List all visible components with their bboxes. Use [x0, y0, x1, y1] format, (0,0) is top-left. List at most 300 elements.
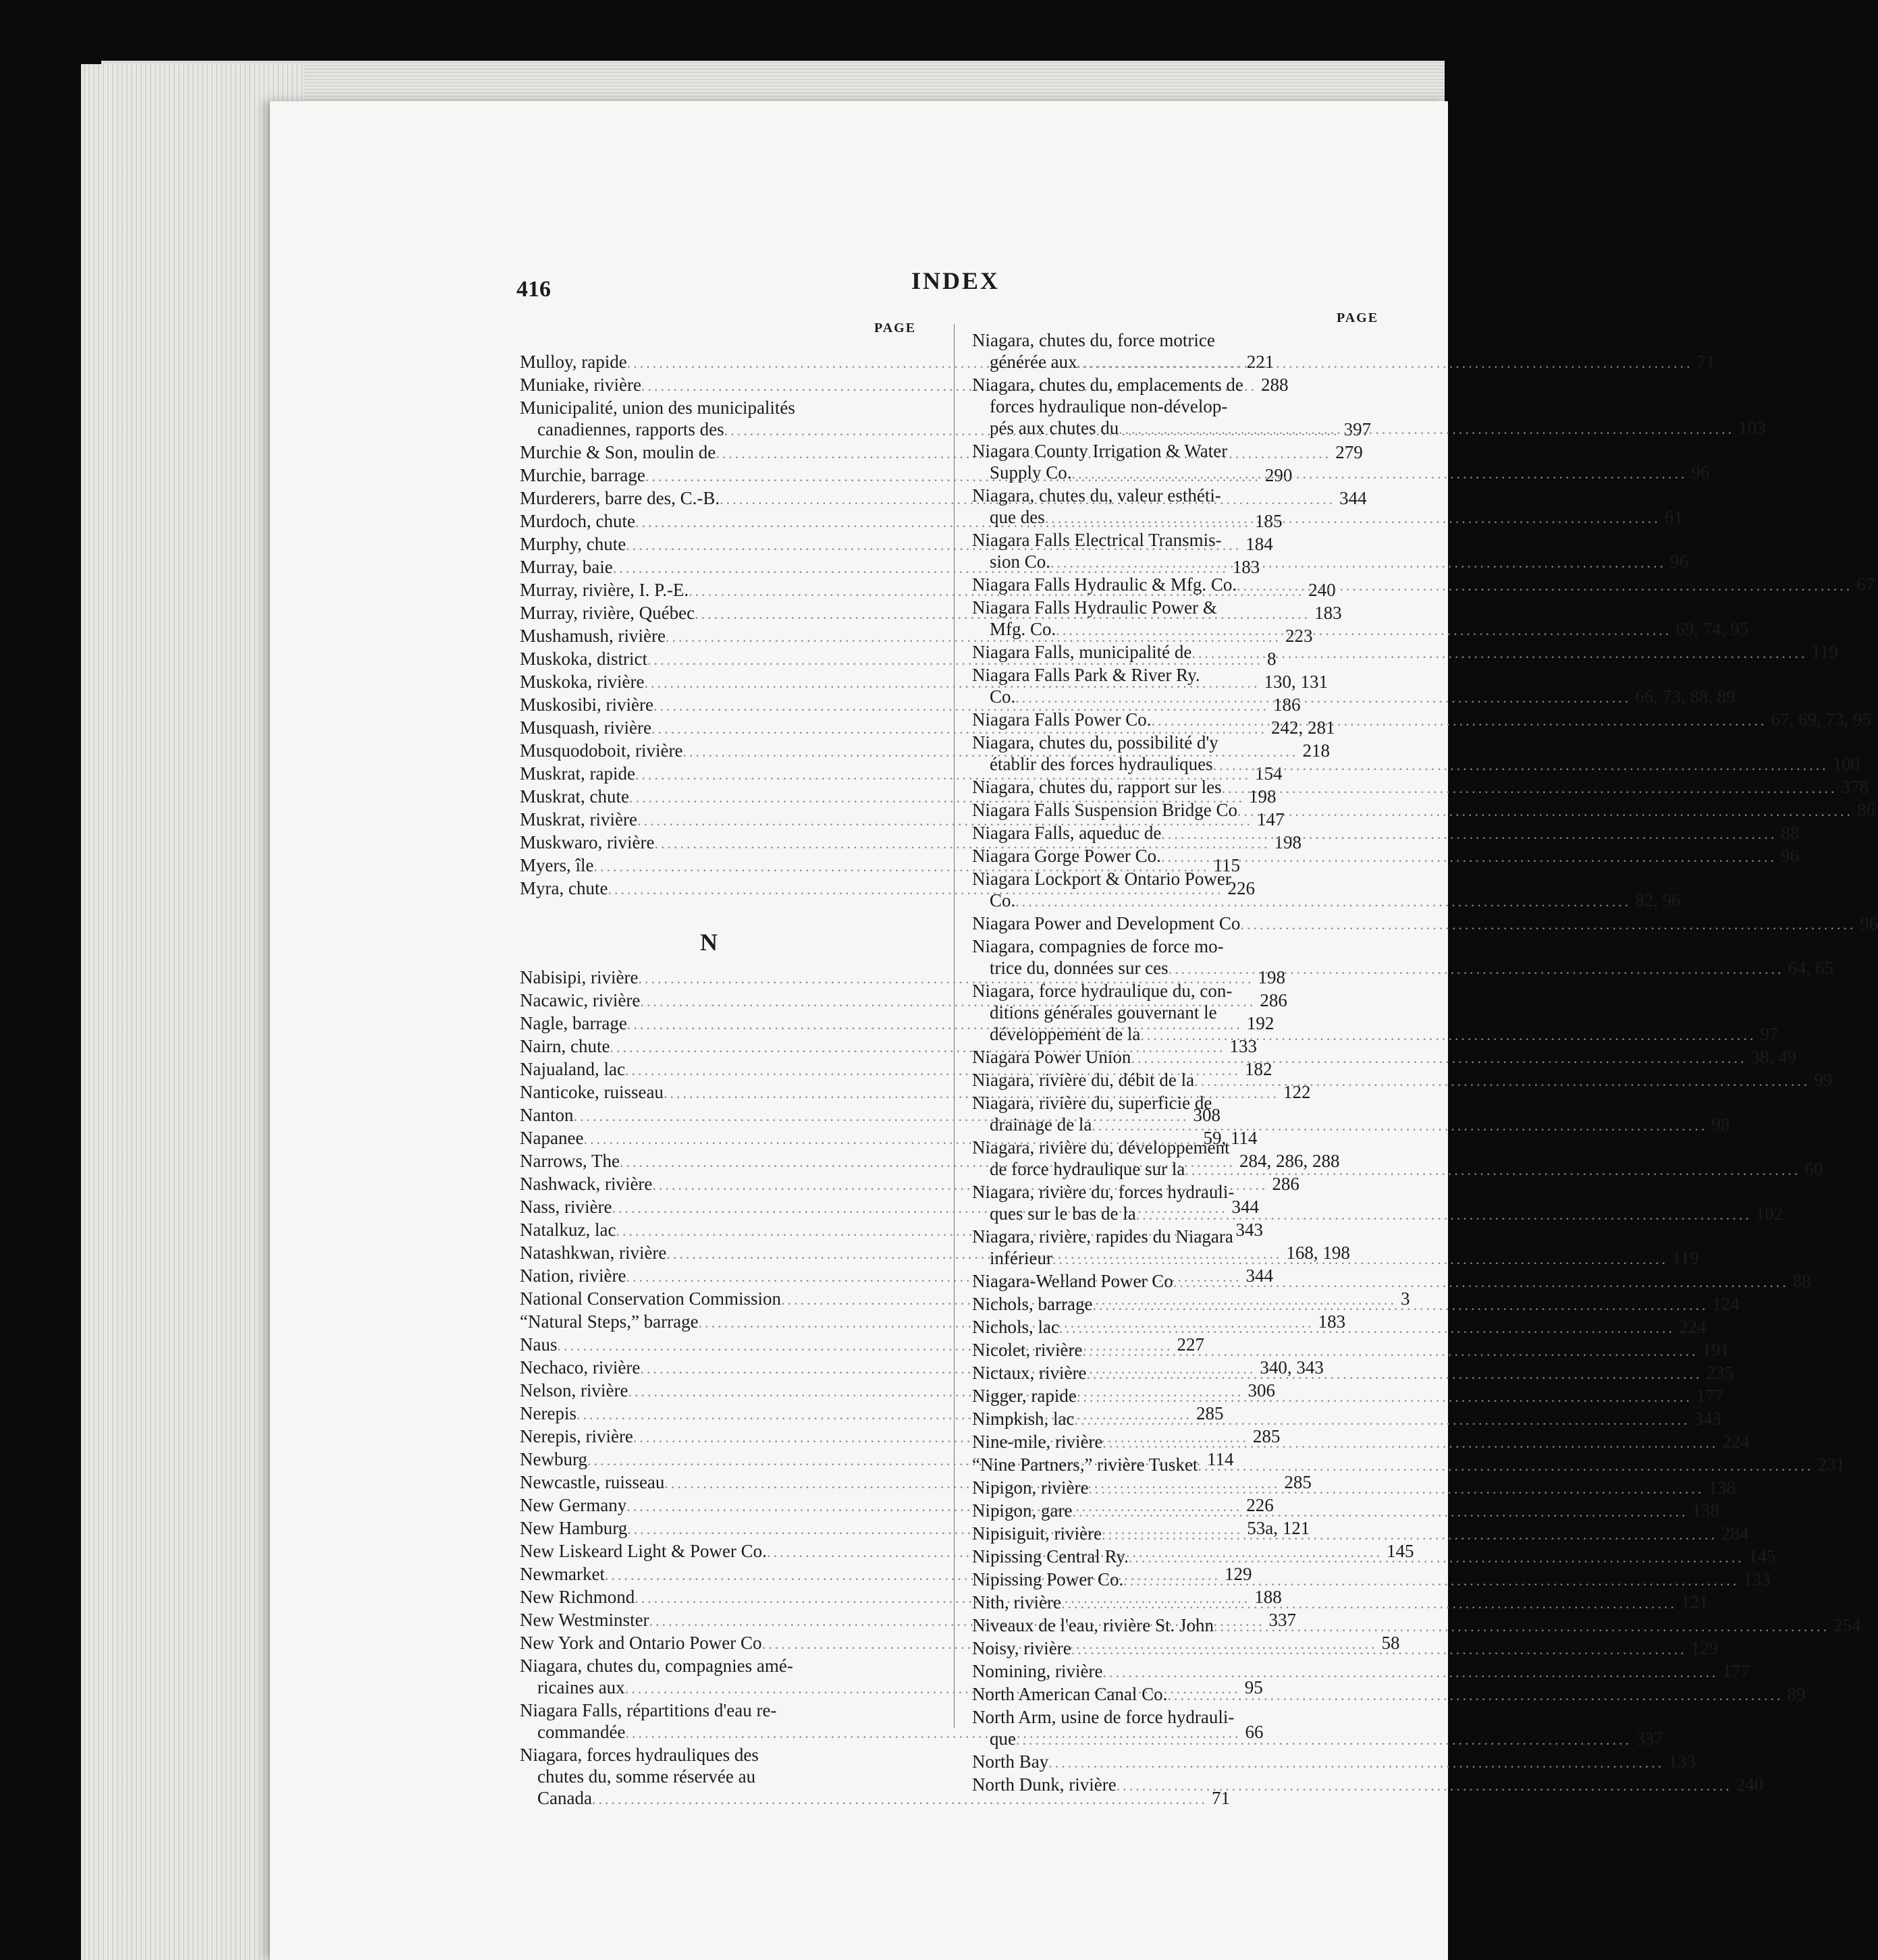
index-entry-name: que des	[990, 507, 1045, 527]
leader-dots	[1102, 1524, 1717, 1546]
index-entry	[972, 913, 1878, 935]
leader-dots	[1074, 1409, 1690, 1431]
leader-dots	[1102, 1432, 1718, 1454]
index-entry	[972, 641, 1838, 664]
index-entry-pages: 154	[1254, 763, 1283, 784]
index-entry	[972, 822, 1800, 845]
index-entry-name: Nipigon, gare	[972, 1500, 1073, 1521]
index-entry-pages: 138	[1708, 1477, 1736, 1498]
index-entry-pages: 344	[1231, 1197, 1259, 1217]
index-entry-pages: 66, 73, 88, 89	[1635, 686, 1736, 707]
index-entry-pages: 38, 49	[1750, 1047, 1796, 1067]
index-entry-name: Nation, rivière	[520, 1265, 626, 1286]
index-entry-name: Nigger, rapide	[972, 1386, 1077, 1406]
index-entry-pages: 191	[1702, 1340, 1729, 1360]
index-entry	[972, 1774, 1764, 1797]
index-entry-pages: 86	[1856, 800, 1875, 820]
index-entry-name-line: Niagara, chutes du, possibilité d'y	[972, 732, 1218, 753]
leader-dots	[1092, 1295, 1708, 1316]
index-entry-pages: 129	[1690, 1638, 1719, 1658]
index-entry	[972, 485, 1683, 529]
index-entry-name: générée aux	[990, 352, 1077, 372]
index-entry-continuation	[972, 1728, 1663, 1751]
leader-dots	[1102, 1662, 1718, 1683]
index-entry-pages: 67	[1856, 574, 1875, 595]
index-entry-name: Murray, baie	[520, 557, 613, 577]
index-entry-pages: 130, 131	[1264, 672, 1328, 692]
leader-dots	[1045, 508, 1661, 529]
index-entry-continuation	[972, 1023, 1779, 1046]
index-entry-continuation	[972, 551, 1689, 574]
index-entry-name: Niagara Falls Suspension Bridge Co	[972, 800, 1237, 820]
index-entry-name-line: Niagara County Irrigation & Water	[972, 441, 1228, 461]
index-entry-name: Nith, rivière	[972, 1592, 1061, 1612]
index-entry-pages: 183	[1314, 603, 1342, 623]
index-entry-name: Co.	[990, 686, 1016, 707]
leader-dots	[1173, 1272, 1789, 1293]
index-entry-name-line: Niagara, forces hydrauliques des	[520, 1745, 759, 1765]
index-entry-pages: 186	[1272, 695, 1301, 715]
index-entry	[972, 1069, 1833, 1092]
page-header-title: INDEX	[911, 267, 1000, 294]
index-entry-name-line: ditions générales gouvernant le	[990, 1002, 1217, 1023]
index-entry	[972, 1408, 1721, 1431]
index-entry	[972, 1316, 1707, 1339]
index-entry-pages: 88	[1792, 1271, 1811, 1291]
index-entry-pages: 82, 96	[1635, 890, 1681, 910]
index-entry-continuation	[972, 417, 1766, 440]
index-entry-pages: 119	[1811, 642, 1838, 662]
index-entry	[972, 776, 1869, 799]
index-entry-pages: 58	[1381, 1633, 1400, 1653]
index-entry	[972, 1569, 1771, 1591]
index-entry-name: Nipissing Central Ry.	[972, 1546, 1129, 1567]
index-entry-name-line: chutes du, somme réservée au	[537, 1766, 756, 1787]
index-entry-name: Nomining, rivière	[972, 1661, 1103, 1681]
column-label-right: PAGE	[1337, 310, 1379, 325]
index-entry-name: Nictaux, rivière	[972, 1363, 1087, 1383]
index-entry-pages: 98	[1711, 1114, 1730, 1135]
index-entry-name: ricaines aux	[537, 1677, 625, 1697]
index-entry-name: Myers, île	[520, 855, 594, 875]
index-entry-name: Noisy, rivière	[972, 1638, 1071, 1658]
leader-dots	[1072, 1501, 1688, 1523]
leader-dots	[1061, 1593, 1677, 1614]
index-entry-pages: 96	[1780, 846, 1799, 866]
leader-dots	[1077, 1386, 1692, 1408]
index-entry-name: New Liskeard Light & Power Co.	[520, 1541, 767, 1561]
index-entry-continuation	[972, 753, 1860, 776]
index-entry-continuation	[972, 1114, 1730, 1137]
index-entry-pages: 119	[1671, 1248, 1699, 1268]
index-entry-pages: 145	[1748, 1546, 1776, 1567]
index-entry-name: Mulloy, rapide	[520, 352, 627, 372]
index-entry	[972, 664, 1736, 709]
index-entry-pages: 168, 198	[1286, 1243, 1350, 1263]
index-entry	[972, 868, 1681, 913]
index-entry-name: Murchie, barrage	[520, 465, 645, 485]
index-entry-pages: 227	[1177, 1334, 1204, 1355]
index-entry-pages: 285	[1252, 1426, 1281, 1446]
index-entry-pages: 183	[1318, 1311, 1346, 1332]
index-entry-name: Nerepis, rivière	[520, 1426, 633, 1446]
leader-dots	[1161, 846, 1777, 868]
index-entry-pages: 284, 286, 288	[1239, 1151, 1340, 1171]
index-entry-name: New Germany	[520, 1495, 627, 1515]
index-entry-pages: 240	[1736, 1774, 1764, 1795]
index-entry-name: Canada	[537, 1788, 592, 1808]
index-entry	[972, 1092, 1730, 1137]
index-entry-name: Murdoch, chute	[520, 511, 635, 531]
index-entry-name: North American Canal Co.	[972, 1684, 1168, 1704]
index-entry-name: Naus	[520, 1334, 558, 1355]
index-entry-name-line: Niagara, rivière du, développement	[972, 1137, 1230, 1158]
index-entry-name: Nacawic, rivière	[520, 990, 641, 1010]
index-entry-name: Murchie & Son, moulin de	[520, 442, 716, 462]
leader-dots	[1214, 1616, 1829, 1637]
index-entry-pages: 185	[1254, 511, 1283, 531]
index-entry	[972, 1137, 1823, 1181]
index-entry-continuation	[972, 957, 1834, 980]
index-entry	[972, 845, 1799, 868]
index-entry-name-line: Municipalité, union des municipalités	[520, 398, 795, 418]
index-entry-name: Nanton	[520, 1105, 574, 1125]
index-entry-name: Niagara Falls, aqueduc de	[972, 823, 1162, 843]
index-entry-name: Niagara Power and Development Co	[972, 913, 1241, 933]
index-entry-pages: 147	[1256, 809, 1285, 829]
index-entry-name: ques sur le bas de la	[990, 1203, 1136, 1224]
index-entry-name: Napanee	[520, 1128, 584, 1148]
index-entry-name: Niagara, rivière du, débit de la	[972, 1070, 1195, 1090]
index-entry-name: Nagle, barrage	[520, 1013, 627, 1033]
index-entry-pages: 308	[1193, 1105, 1220, 1125]
index-entry-name: Nipisiguit, rivière	[972, 1523, 1102, 1544]
index-entry-name: Nine-mile, rivière	[972, 1432, 1103, 1452]
index-entry-pages: 71	[1696, 352, 1715, 372]
index-entry	[972, 1683, 1806, 1706]
index-entry-pages: 343	[1235, 1220, 1263, 1240]
leader-dots	[1131, 1047, 1746, 1069]
leader-dots	[1119, 418, 1734, 440]
index-entry-pages: 183	[1232, 557, 1260, 577]
index-entry-name: Murray, rivière, I. P.-E.	[520, 580, 689, 600]
index-entry-name: Nichols, barrage	[972, 1294, 1093, 1314]
index-entry-name-line: Niagara Falls Hydraulic Power &	[972, 597, 1217, 618]
index-entry-pages: 115	[1213, 855, 1240, 875]
index-entry-pages: 226	[1246, 1495, 1274, 1515]
index-entry-name: établir des forces hydrauliques	[990, 754, 1213, 774]
index-entry-name: Nabisipi, rivière	[520, 967, 639, 987]
index-entry	[972, 1046, 1796, 1069]
index-entry-pages: 114	[1206, 1449, 1234, 1469]
index-entry-pages: 337	[1635, 1728, 1663, 1749]
index-entry-name: trice du, données sur ces	[990, 958, 1169, 978]
leader-dots	[1237, 800, 1853, 822]
index-entry-pages: 223	[1285, 626, 1313, 646]
index-entry-pages: 89	[1787, 1684, 1806, 1704]
index-entry-continuation	[972, 462, 1710, 485]
index-entry-pages: 100	[1832, 754, 1860, 774]
section-letter-n: N	[700, 929, 718, 956]
index-entry-name: Najualand, lac	[520, 1059, 625, 1079]
index-entry-pages: 231	[1817, 1454, 1845, 1475]
index-entry-name: développement de la	[990, 1024, 1141, 1044]
index-entry-continuation	[972, 1158, 1823, 1181]
index-entry-pages: 192	[1246, 1013, 1275, 1033]
index-entry-name-line: Niagara Falls Park & River Ry.	[972, 665, 1200, 685]
index-entry-name: Nipissing Power Co.	[972, 1569, 1124, 1589]
leader-dots	[1071, 1639, 1687, 1660]
index-entry-pages: 182	[1244, 1059, 1272, 1079]
index-entry-pages: 184	[1245, 534, 1273, 554]
index-entry-name: Murphy, chute	[520, 534, 626, 554]
index-entry-pages: 285	[1284, 1472, 1312, 1492]
index-entry-continuation	[972, 1203, 1783, 1226]
index-entry-pages: 226	[1227, 878, 1255, 898]
index-entry-name: Musquodoboit, rivière	[520, 740, 683, 761]
column-label-left: PAGE	[874, 321, 917, 335]
leader-dots	[1088, 1478, 1704, 1500]
index-entry-name: New Richmond	[520, 1587, 635, 1607]
leader-dots	[1237, 575, 1852, 597]
index-entry-name: Nechaco, rivière	[520, 1357, 641, 1378]
index-entry	[972, 440, 1710, 485]
index-entry-name: Nashwack, rivière	[520, 1174, 653, 1194]
index-entry-pages: 99	[1814, 1070, 1833, 1090]
page-number: 416	[516, 277, 551, 302]
leader-dots	[1161, 823, 1777, 845]
index-entry-pages: 102	[1755, 1203, 1783, 1224]
index-entry-name: inférieur	[990, 1248, 1052, 1268]
index-entry-continuation	[972, 1247, 1699, 1270]
index-entry-continuation	[972, 506, 1683, 529]
index-entry-name: Nass, rivière	[520, 1197, 612, 1217]
index-entry-name: Murderers, barre des, C.-B.	[520, 488, 720, 508]
index-entry-name: sion Co.	[990, 551, 1051, 572]
index-entry-pages: 279	[1335, 442, 1363, 462]
index-entry-pages: 240	[1308, 580, 1336, 600]
index-entry	[972, 1270, 1811, 1293]
index-entry	[972, 1454, 1845, 1477]
leader-dots	[1015, 687, 1631, 709]
index-entry-pages: 337	[1268, 1610, 1297, 1630]
leader-dots	[1213, 755, 1829, 776]
index-entry-pages: 71	[1211, 1788, 1230, 1808]
index-entry-name: Nimpkish, lac	[972, 1409, 1075, 1429]
index-column-right	[972, 329, 1878, 1797]
index-entry-pages: 129	[1224, 1564, 1252, 1584]
index-entry-pages: 224	[1678, 1317, 1707, 1337]
index-entry-name: Nelson, rivière	[520, 1380, 628, 1400]
index-entry-name-line: Niagara, force hydraulique du, con-	[972, 981, 1233, 1001]
index-entry-name: Muskosibi, rivière	[520, 695, 653, 715]
index-entry	[972, 374, 1766, 440]
index-entry	[972, 1339, 1729, 1362]
index-entry	[972, 935, 1834, 980]
index-entry-pages: 145	[1386, 1541, 1414, 1561]
leader-dots	[1151, 710, 1767, 732]
index-entry-name-line: Niagara, chutes du, valeur esthéti-	[972, 485, 1221, 506]
index-entry-name: Muskoka, district	[520, 649, 647, 669]
leader-dots	[1052, 1249, 1668, 1270]
leader-dots	[1240, 914, 1856, 935]
leader-dots	[1136, 1204, 1752, 1226]
index-entry	[972, 1614, 1861, 1637]
index-entry-pages: 88	[1781, 823, 1800, 843]
index-entry-pages: 124	[1712, 1294, 1740, 1314]
index-entry	[972, 1706, 1663, 1751]
index-entry-name: New Westminster	[520, 1610, 649, 1630]
index-entry	[972, 529, 1689, 574]
index-entry-pages: 61	[1664, 507, 1683, 527]
index-entry-name: North Bay	[972, 1751, 1049, 1772]
index-entry	[972, 1362, 1734, 1385]
index-entry-name-line: Niagara, rivière du, forces hydrauli-	[972, 1182, 1235, 1202]
index-entry-continuation	[972, 351, 1715, 374]
index-entry	[972, 1431, 1750, 1454]
index-entry-name: Niveaux de l'eau, rivière St. John	[972, 1615, 1214, 1635]
index-entry-name: New Hamburg	[520, 1518, 628, 1538]
index-entry-pages: 198	[1248, 786, 1277, 807]
index-entry-name-line: forces hydraulique non-dévelop-	[990, 396, 1228, 416]
index-entry-name: Natashkwan, rivière	[520, 1243, 667, 1263]
index-entry-name: Muskrat, chute	[520, 786, 629, 807]
index-entry-name: Niagara Falls, municipalité de	[972, 642, 1192, 662]
index-entry-name-line: Niagara, rivière, rapides du Niagara	[972, 1226, 1233, 1247]
index-entry-pages: 254	[1833, 1615, 1861, 1635]
leader-dots	[1117, 1775, 1732, 1797]
index-entry-pages: 343	[1694, 1409, 1721, 1429]
index-entry-name: Muskrat, rapide	[520, 763, 635, 784]
index-entry-name: Natalkuz, lac	[520, 1220, 616, 1240]
index-entry-pages: 133	[1668, 1751, 1696, 1772]
index-entry-continuation	[972, 618, 1749, 641]
index-entry	[972, 1523, 1749, 1546]
index-entry-pages: 8	[1267, 649, 1277, 669]
index-entry	[972, 1591, 1709, 1614]
leader-dots	[1015, 891, 1631, 913]
index-entry-continuation	[520, 1787, 1230, 1810]
index-entry-name-line: Niagara, chutes du, emplacements de	[972, 375, 1243, 395]
index-entry-name: drainage de la	[990, 1114, 1092, 1135]
index-entry-pages: 69, 74, 95	[1675, 619, 1749, 639]
index-entry-pages: 235	[1706, 1363, 1734, 1383]
index-entry-pages: 3	[1400, 1288, 1410, 1309]
index-entry-name: National Conservation Commission	[520, 1288, 781, 1309]
index-entry-name-line: Niagara Falls Electrical Transmis-	[972, 530, 1222, 550]
leader-dots	[1222, 778, 1837, 799]
index-entry-name: Newmarket	[520, 1564, 605, 1584]
index-entry-name-line: Niagara, rivière du, superficie de	[972, 1093, 1212, 1113]
index-entry-pages: 198	[1258, 967, 1285, 987]
index-entry-name: commandée	[537, 1722, 626, 1742]
index-entry-pages: 103	[1738, 418, 1766, 438]
index-entry-pages: 242, 281	[1270, 717, 1335, 738]
index-entry-pages: 66	[1245, 1722, 1264, 1742]
index-entry-pages: 218	[1302, 740, 1330, 761]
leader-dots	[1016, 1729, 1632, 1751]
index-entry-pages: 138	[1692, 1500, 1719, 1521]
index-entry-name: Supply Co.	[990, 462, 1072, 483]
index-entry	[972, 1181, 1783, 1226]
index-entry-pages: 53a, 121	[1247, 1518, 1310, 1538]
index-entry-name: Mushamush, rivière	[520, 626, 666, 646]
index-entry-name: North Dunk, rivière	[972, 1774, 1117, 1795]
leader-dots	[1167, 1685, 1783, 1706]
index-entry-name-line: Niagara Lockport & Ontario Power	[972, 869, 1231, 889]
index-entry	[972, 1226, 1699, 1270]
index-entry-name: Muniake, rivière	[520, 375, 641, 395]
index-entry-pages: 64, 65	[1788, 958, 1834, 978]
index-entry-name: que	[990, 1728, 1016, 1749]
leader-dots	[1082, 1340, 1698, 1362]
index-entry-pages: 121	[1680, 1592, 1709, 1612]
leader-dots	[1048, 1752, 1664, 1774]
leader-dots	[1092, 1115, 1707, 1137]
index-entry-name: Muskoka, rivière	[520, 672, 645, 692]
index-entry-pages: 59, 114	[1203, 1128, 1258, 1148]
index-entry-pages: 286	[1272, 1174, 1299, 1194]
index-entry-pages: 122	[1283, 1082, 1311, 1102]
index-entry-pages: 221	[1246, 352, 1275, 372]
index-entry	[972, 597, 1749, 641]
index-entry-name: Co.	[990, 890, 1016, 910]
leader-dots	[1140, 1025, 1756, 1046]
index-entry-name: New York and Ontario Power Co	[520, 1633, 762, 1653]
leader-dots	[1129, 1547, 1744, 1569]
index-entry-pages: 96	[1691, 462, 1710, 483]
index-entry-pages: 286	[1260, 990, 1287, 1010]
index-entry	[972, 1293, 1740, 1316]
index-entry-name: “Nine Partners,” rivière Tusket	[972, 1454, 1198, 1475]
leader-dots	[1077, 352, 1693, 374]
index-entry-pages: 177	[1722, 1661, 1750, 1681]
index-entry-pages: 133	[1229, 1036, 1257, 1056]
index-entry-continuation	[972, 890, 1681, 913]
leader-dots	[1072, 463, 1688, 485]
index-entry-name: Niagara Falls Hydraulic & Mfg. Co.	[972, 574, 1237, 595]
leader-dots	[1194, 1070, 1810, 1092]
index-entry-name: Myra, chute	[520, 878, 608, 898]
leader-dots	[1050, 552, 1666, 574]
index-entry-name: de force hydraulique sur la	[990, 1159, 1185, 1179]
index-entry-pages: 67, 69, 73, 95	[1771, 709, 1871, 730]
leader-dots	[1123, 1570, 1739, 1591]
index-entry	[972, 732, 1860, 776]
index-entry-pages: 284	[1721, 1523, 1749, 1544]
index-entry-name: Murray, rivière, Québec	[520, 603, 695, 623]
index-entry-name: Musquash, rivière	[520, 717, 651, 738]
index-entry-pages: 378	[1841, 777, 1869, 797]
index-entry-name: Niagara Gorge Power Co.	[972, 846, 1161, 866]
index-entry-name-line: Niagara, compagnies de force mo-	[972, 936, 1224, 956]
index-entry	[972, 1637, 1719, 1660]
index-entry-pages: 344	[1245, 1265, 1273, 1286]
index-entry-pages: 198	[1274, 832, 1302, 852]
index-entry-name: Nicolet, rivière	[972, 1340, 1083, 1360]
leader-dots	[1198, 1455, 1813, 1477]
index-entry-pages: 96	[1670, 551, 1689, 572]
index-entry	[972, 1477, 1736, 1500]
leader-dots	[1169, 958, 1784, 980]
index-entry-pages: 306	[1247, 1380, 1275, 1400]
index-entry-pages: 340, 343	[1260, 1357, 1324, 1378]
index-entry-name-line: Niagara, chutes du, compagnies amé-	[520, 1656, 793, 1676]
index-entry-name: Nairn, chute	[520, 1036, 610, 1056]
index-entry-name: Newburg	[520, 1449, 587, 1469]
index-entry	[972, 329, 1715, 374]
index-entry	[972, 980, 1779, 1046]
